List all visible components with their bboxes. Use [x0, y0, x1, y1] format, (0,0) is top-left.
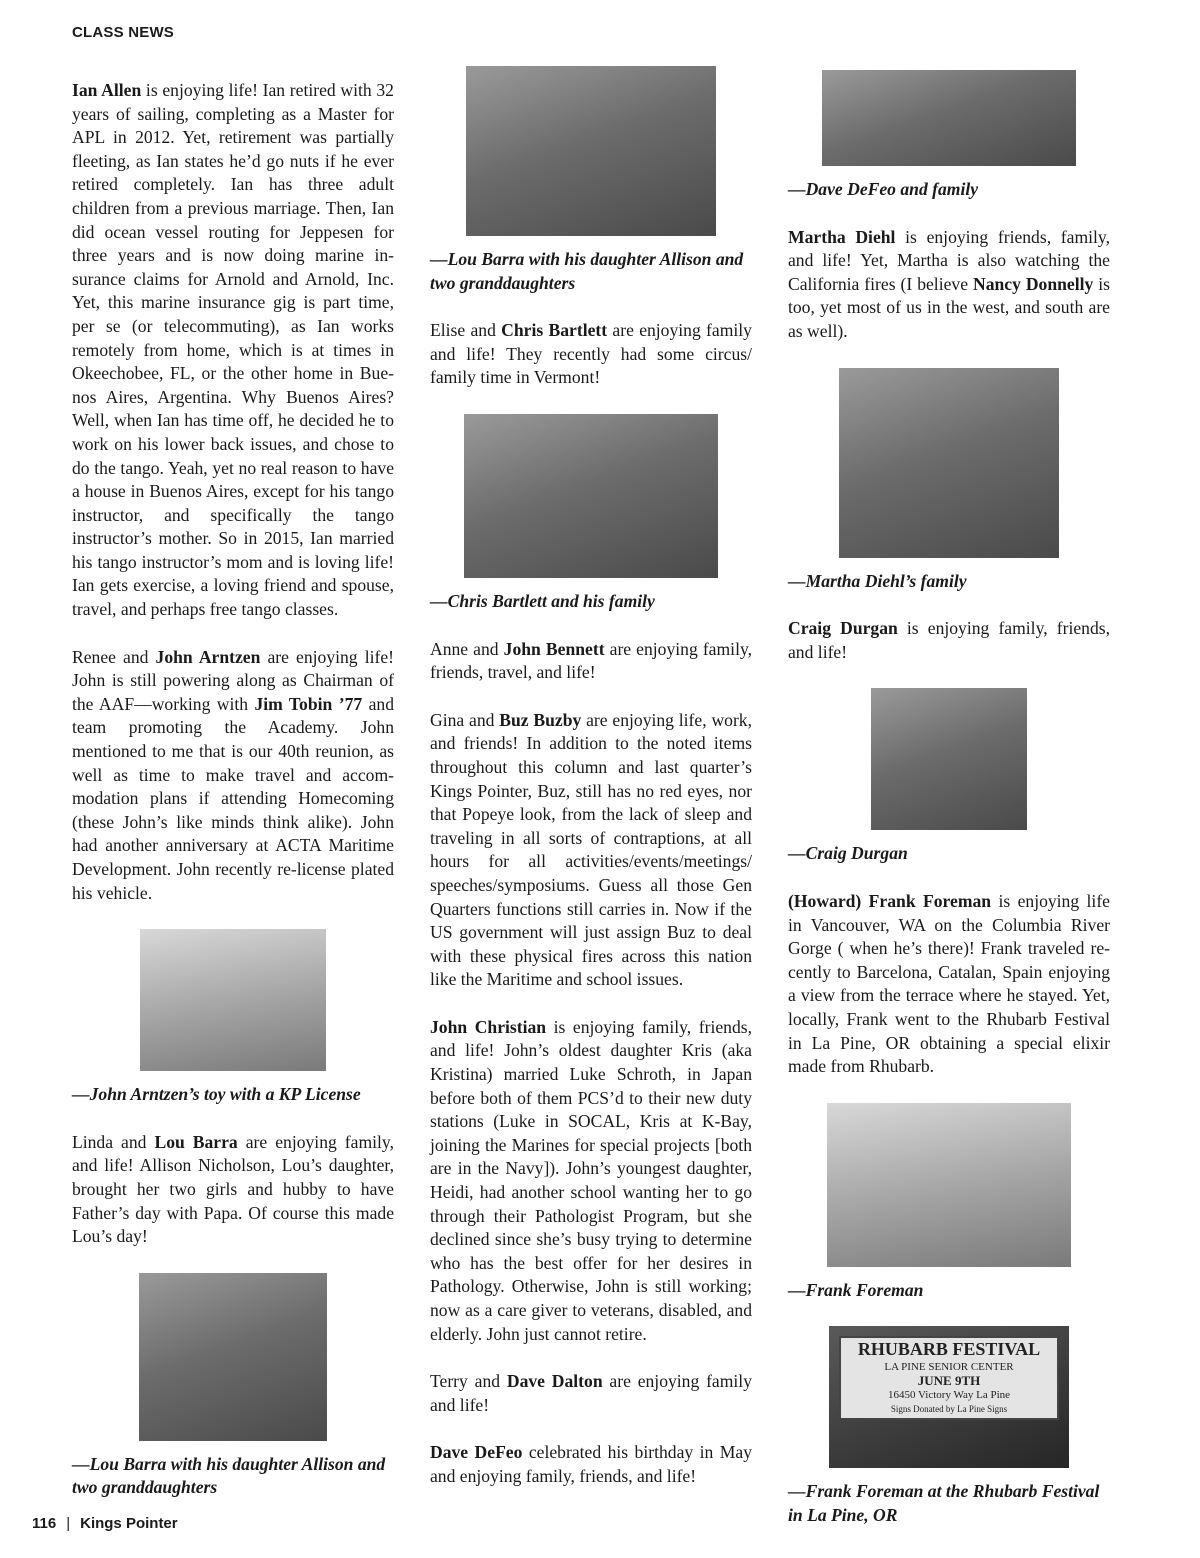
column-3 [788, 70, 1110, 1551]
article-chris-bartlett: Elise and Chris Bartlett are enjoying family and life! They recently had some circus/ family time in Vermont! [430, 320, 752, 388]
caption-diehl-family: —Martha Diehl’s family [788, 570, 967, 591]
article-martha-diehl: Martha Diehl is enjoying friends, family, and life! Yet, Martha is also watching the California fires (I believe Nancy Donnelly is too, yet most of us in the west, and south are as well). [788, 226, 1111, 341]
name-dave-defeo: Dave DeFeo [430, 1442, 523, 1463]
caption-frank-barcelona: —Frank Foreman [788, 1279, 924, 1300]
name-dave-dalton: Dave Dalton [506, 1371, 603, 1392]
page-footer [32, 1515, 178, 1532]
name-john-christian: John Christian [430, 1016, 547, 1037]
column-1 [72, 79, 394, 1524]
article-craig-durgan: Craig Durgan is enjoying family, friends, and life! [788, 618, 1110, 662]
article-lou-barra: Linda and Lou Barra are enjoying family, and life! Allison Nicholson, Lou’s daughter, brought her two girls and hubby to have Father’s day with Papa. Of course this made Lou’s day! [72, 1131, 394, 1247]
name-john-bennett: John Bennett [503, 638, 605, 659]
article-john-bennett: Anne and John Bennett are enjoying family, friends, travel, and life! [430, 638, 753, 683]
column-2 [430, 66, 752, 1513]
name-ian-allen: Ian Allen [72, 80, 142, 100]
caption-arntzen-car: —John Arntzen’s toy with a KP License [72, 1084, 361, 1105]
article-dave-defeo: Dave DeFeo celebrated his birthday in May and enjoying family, friends, and life! [430, 1442, 752, 1486]
footer-separator: | [66, 1515, 71, 1532]
caption-barra-restaurant: —Lou Barra with his daughter Allison and two granddaughters [430, 249, 744, 293]
article-john-arntzen: Renee and John Arntzen are enjoying life! John is still powering along as Chairman of the AAF—working with Jim Tobin ’77 and team promoting the Academy. John mentioned to me that is our 40th reunion, as well as time to make travel and accommodation plans if attending Homecoming (these John’s like minds think alike). John had another anniversary at ACTA Maritime Development. John recently re-license plated his vehicle. [72, 646, 394, 903]
publication-name: Kings Pointer [80, 1515, 178, 1532]
photo-diehl-family [839, 368, 1059, 558]
section-label: CLASS NEWS [72, 24, 175, 41]
caption-bartlett-circus: —Chris Bartlett and his family [430, 590, 655, 611]
caption-barra-family: —Lou Barra with his daughter Allison and two granddaughters [72, 1453, 386, 1498]
photo-rhubarb-festival [829, 1326, 1069, 1468]
article-buz-buzby: Gina and Buz Buzby are enjoying life, work, and friends! In addition to the noted items throughout this column and last quarter’s Kings Pointer, Buz, still has no red eyes, nor that Popeye look, from the lack of sleep and traveling in all sorts of contraptions, at all hours for all activities/events/meetings/ speeches/symposiums. Guess all those Gen Quarters functions still carries in. Now if the US government will just assign Buz to deal with these physical fires across this nation like the Maritime and school issues. [430, 709, 752, 990]
caption-defeo-family: —Dave DeFeo and family [788, 179, 979, 199]
photo-barra-family [139, 1273, 327, 1441]
article-ian-allen: Ian Allen is enjoying life! Ian retired with 32 years of sailing, completing as a Master for APL in 2012. Yet, retirement was partially fleeting, as Ian states he’d go nuts if he ever retired completely. Ian has three adult children from a previous marriage. Then, Ian did ocean vessel routing for Jeppesen for three years and is now doing marine insurance claims for Arnold and Arnold, Inc. Yet, this marine insurance gig is part time, per se (or telecommuting), as Ian works remotely from home, which is at times in Okeechobee, FL, or the other home in Buenos Aires, Argentina. Why Buenos Aires? Well, when Ian has time off, he decided he to work on his lower back issues, and chose to do the tango. Yeah, yet no real reason to have a house in Buenos Aires, except for his tango instructor, and specifically the tango instructor’s mother. So in 2015, Ian married his tango instructor’s mom and is loving life! Ian gets exercise, a loving friend and spouse, travel, and perhaps free tango classes. [72, 80, 394, 620]
photo-frank-barcelona [827, 1103, 1071, 1267]
name-buz-buzby: Buz Buzby [499, 709, 582, 730]
photo-defeo-family [822, 70, 1076, 166]
photo-barra-restaurant [466, 66, 716, 236]
photo-craig-durgan [871, 688, 1027, 830]
name-chris-bartlett: Chris Bartlett [501, 320, 608, 341]
name-jim-tobin: Jim Tobin ’77 [254, 693, 363, 714]
photo-arntzen-car [140, 929, 326, 1071]
name-john-arntzen: John Arntzen [155, 646, 261, 667]
name-lou-barra: Lou Barra [154, 1131, 238, 1152]
article-frank-foreman: (Howard) Frank Foreman is enjoying life in Vancouver, WA on the Columbia River Gorge ( when he’s there)! Frank traveled recently to Barcelona, Catalan, Spain enjoying a view from the terrace where he stayed. Yet, locally, Frank went to the Rhubarb Festival in La Pine, OR obtaining a special elixir made from Rhubarb. [788, 890, 1110, 1077]
name-martha-diehl: Martha Diehl [788, 226, 896, 247]
name-craig-durgan: Craig Durgan [788, 618, 898, 639]
article-dave-dalton: Terry and Dave Dalton are enjoying family and life! [430, 1371, 752, 1415]
rhubarb-festival-sign: RHUBARB FESTIVAL LA PINE SENIOR CENTER JUNE 9TH 16450 Victory Way La Pine Signs Donated by La Pine Signs [839, 1336, 1059, 1420]
caption-craig-durgan: —Craig Durgan [788, 843, 908, 864]
photo-bartlett-circus [464, 414, 718, 578]
article-john-christian: John Christian is enjoying family, friends, and life! John’s oldest daughter Kris (aka Kristina) married Luke Schroth, in Japan before both of them PCS’d to their new duty stations (Luke in SOCAL, Kris at K-Bay, joining the Marines for special projects [both are in the Navy]). John’s youngest daughter, Heidi, had another school wanting her to go through their Pathologist Program, but she declined since she’s busy trying to determine who has the best offer for her desires in Pathology. Otherwise, John is still working; now as a care giver to veterans, disabled, and elderly. John just cannot retire. [430, 1016, 752, 1344]
caption-rhubarb-festival: —Frank Foreman at the Rhubarb Festival in La Pine, OR [788, 1481, 1100, 1525]
page-number: 116 [32, 1515, 57, 1532]
name-frank-foreman: (Howard) Frank Foreman [788, 890, 992, 911]
name-nancy-donnelly: Nancy Donnelly [972, 273, 1094, 294]
